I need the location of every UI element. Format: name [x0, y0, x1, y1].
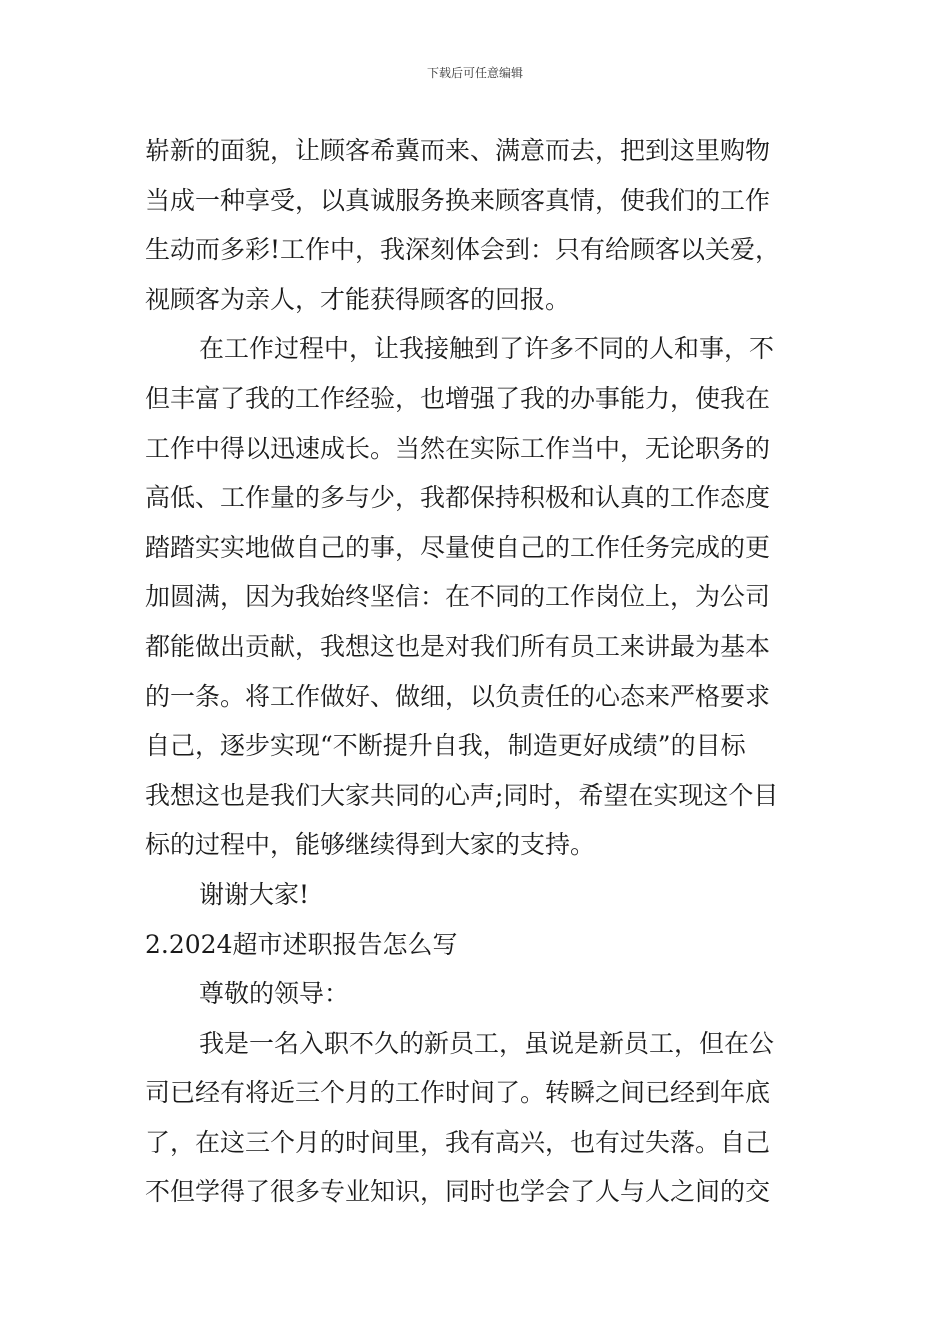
text-line: 工作中得以迅速成长。当然在实际工作当中，无论职务的: [145, 433, 771, 463]
text-line: 我是一名入职不久的新员工，虽说是新员工，但在公: [199, 1028, 775, 1058]
text-line: 不但学得了很多专业知识，同时也学会了人与人之间的交: [145, 1177, 771, 1207]
text-line: 2.2024超市述职报告怎么写: [145, 929, 458, 959]
text-line: 崭新的面貌，让顾客希冀而来、满意而去，把到这里购物: [145, 136, 771, 165]
text-line: 在工作过程中，让我接触到了许多不同的人和事，不: [199, 334, 775, 364]
text-line: 谢谢大家!: [199, 879, 310, 909]
text-line: 都能做出贡献，我想这也是对我们所有员工来讲最为基本: [145, 631, 771, 661]
text-line: 标的过程中，能够继续得到大家的支持。: [145, 830, 596, 860]
text-line: 但丰富了我的工作经验，也增强了我的办事能力，使我在: [145, 383, 771, 413]
text-line: 高低、工作量的多与少，我都保持积极和认真的工作态度: [145, 483, 771, 513]
text-line: 踏踏实实地做自己的事，尽量使自己的工作任务完成的更: [145, 532, 771, 562]
page-header: 下载后可任意编辑: [426, 66, 523, 80]
text-line: 司已经有将近三个月的工作时间了。转瞬之间已经到年底: [145, 1078, 771, 1108]
document-body: [145, 126, 810, 1217]
text-line: 自己，逐步实现“不断提升自我，制造更好成绩”的目标: [145, 731, 746, 761]
text-line: 尊敬的领导：: [199, 979, 350, 1009]
text-line: 视顾客为亲人，才能获得顾客的回报。: [145, 284, 571, 314]
text-line: 了，在这三个月的时间里，我有高兴，也有过失落。自己: [145, 1127, 771, 1157]
text-line: 的一条。将工作做好、做细，以负责任的心态来严格要求: [145, 681, 771, 711]
text-line: 加圆满，因为我始终坚信：在不同的工作岗位上，为公司: [145, 582, 771, 612]
text-line: 生动而多彩!工作中，我深刻体会到：只有给顾客以关爱，: [145, 235, 781, 265]
text-line: 当成一种享受，以真诚服务换来顾客真情，使我们的工作: [145, 185, 771, 215]
text-line: 我想这也是我们大家共同的心声;同时，希望在实现这个目: [145, 780, 779, 810]
